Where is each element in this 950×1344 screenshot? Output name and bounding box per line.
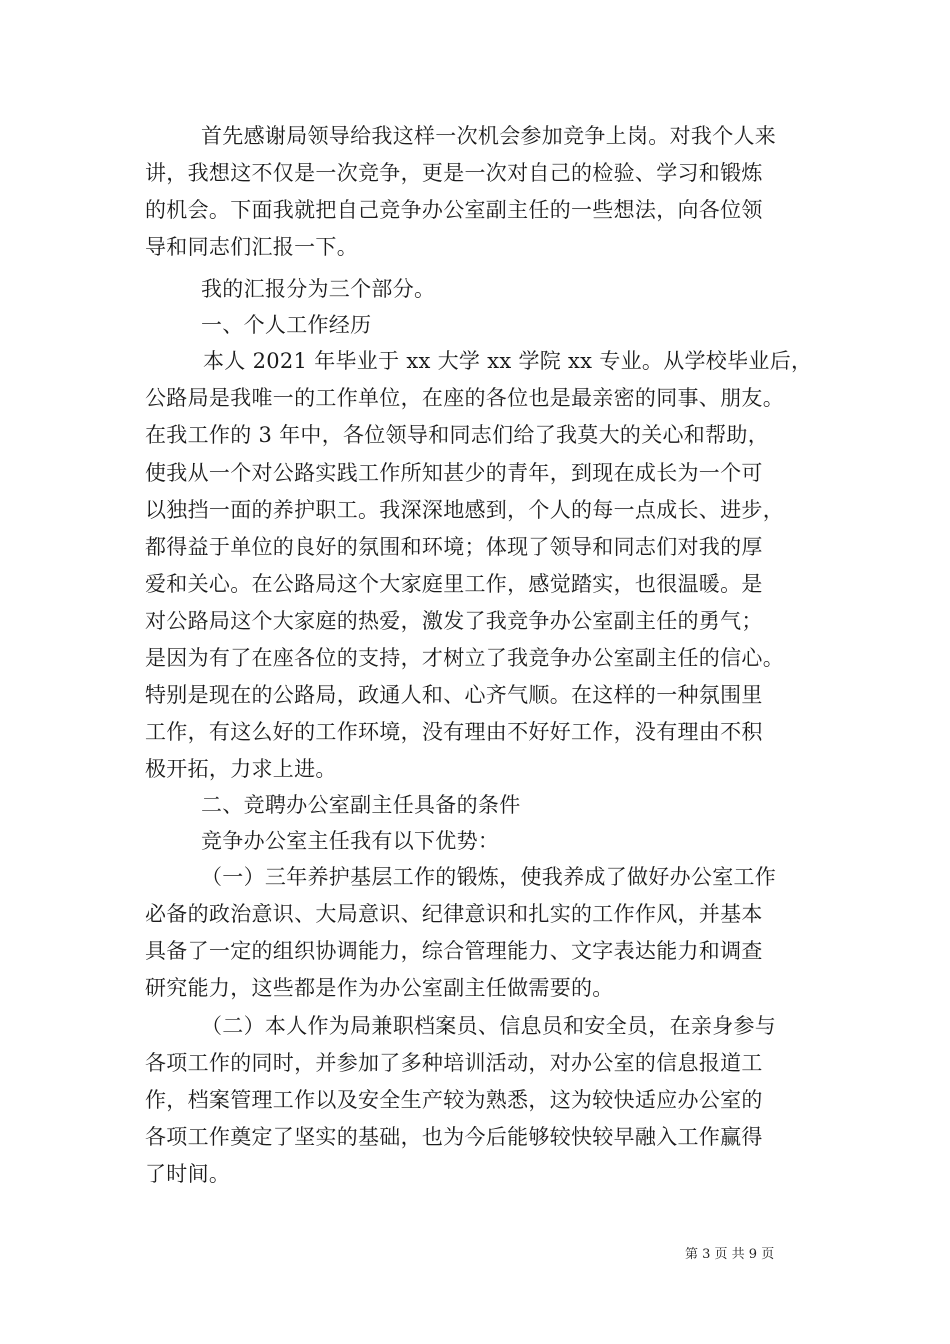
paragraph-line: 作，档案管理工作以及安全生产较为熟悉，这为较快适应办公室的: [145, 1088, 763, 1112]
paragraph-line: 研究能力，这些都是作为办公室副主任做需要的。: [145, 976, 614, 1000]
paragraph-line: 首先感谢局领导给我这样一次机会参加竞争上岗。对我个人来: [201, 124, 777, 148]
paragraph-line: 都得益于单位的良好的氛围和环境；体现了领导和同志们对我的厚: [145, 535, 763, 559]
paragraph-line: 具备了一定的组织协调能力，综合管理能力、文字表达能力和调查: [145, 939, 763, 963]
paragraph-line: 极开拓，力求上进。: [145, 757, 337, 781]
paragraph-line: 我的汇报分为三个部分。: [201, 277, 436, 301]
paragraph-line: 各项工作奠定了坚实的基础，也为今后能够较快较早融入工作赢得: [145, 1125, 763, 1149]
paragraph-line: 爱和关心。在公路局这个大家庭里工作，感觉踏实，也很温暖。是: [145, 572, 763, 596]
paragraph-line: 必备的政治意识、大局意识、纪律意识和扎实的工作作风，并基本: [145, 902, 763, 926]
paragraph-line: 的机会。下面我就把自己竞争办公室副主任的一些想法，向各位领: [145, 198, 763, 222]
paragraph-line: 各项工作的同时，并参加了多种培训活动，对办公室的信息报道工: [145, 1051, 763, 1075]
paragraph-line: 特别是现在的公路局，政通人和、心齐气顺。在这样的一种氛围里: [145, 683, 763, 707]
paragraph-line: 竞争办公室主任我有以下优势：: [201, 829, 500, 853]
section-heading: 二、竞聘办公室副主任具备的条件: [201, 793, 521, 817]
page-number: 第 3 页 共 9 页: [685, 1247, 775, 1262]
paragraph-line: 以独挡一面的养护职工。我深深地感到，个人的每一点成长、进步，: [145, 498, 784, 522]
paragraph-line: 使我从一个对公路实践工作所知甚少的青年，到现在成长为一个可: [145, 461, 763, 485]
section-heading: 一、个人工作经历: [201, 313, 372, 337]
paragraph-line: 对公路局这个大家庭的热爱，激发了我竞争办公室副主任的勇气；: [145, 609, 763, 633]
paragraph-line: （一）三年养护基层工作的锻炼，使我养成了做好办公室工作: [201, 865, 777, 889]
paragraph-line: 导和同志们汇报一下。: [145, 235, 358, 259]
paragraph-line: 本人 2021 年毕业于 xx 大学 xx 学院 xx 专业。从学校毕业后，: [203, 349, 813, 373]
paragraph-line: 公路局是我唯一的工作单位，在座的各位也是最亲密的同事、朋友。: [145, 386, 784, 410]
paragraph-line: 是因为有了在座各位的支持，才树立了我竞争办公室副主任的信心。: [145, 646, 784, 670]
paragraph-line: 工作，有这么好的工作环境，没有理由不好好工作，没有理由不积: [145, 720, 763, 744]
paragraph-line: 在我工作的 3 年中，各位领导和同志们给了我莫大的关心和帮助，: [145, 423, 770, 447]
paragraph-line: 了时间。: [145, 1162, 231, 1186]
paragraph-line: （二）本人作为局兼职档案员、信息员和安全员，在亲身参与: [201, 1014, 777, 1038]
paragraph-line: 讲，我想这不仅是一次竞争，更是一次对自己的检验、学习和锻炼: [145, 161, 763, 185]
